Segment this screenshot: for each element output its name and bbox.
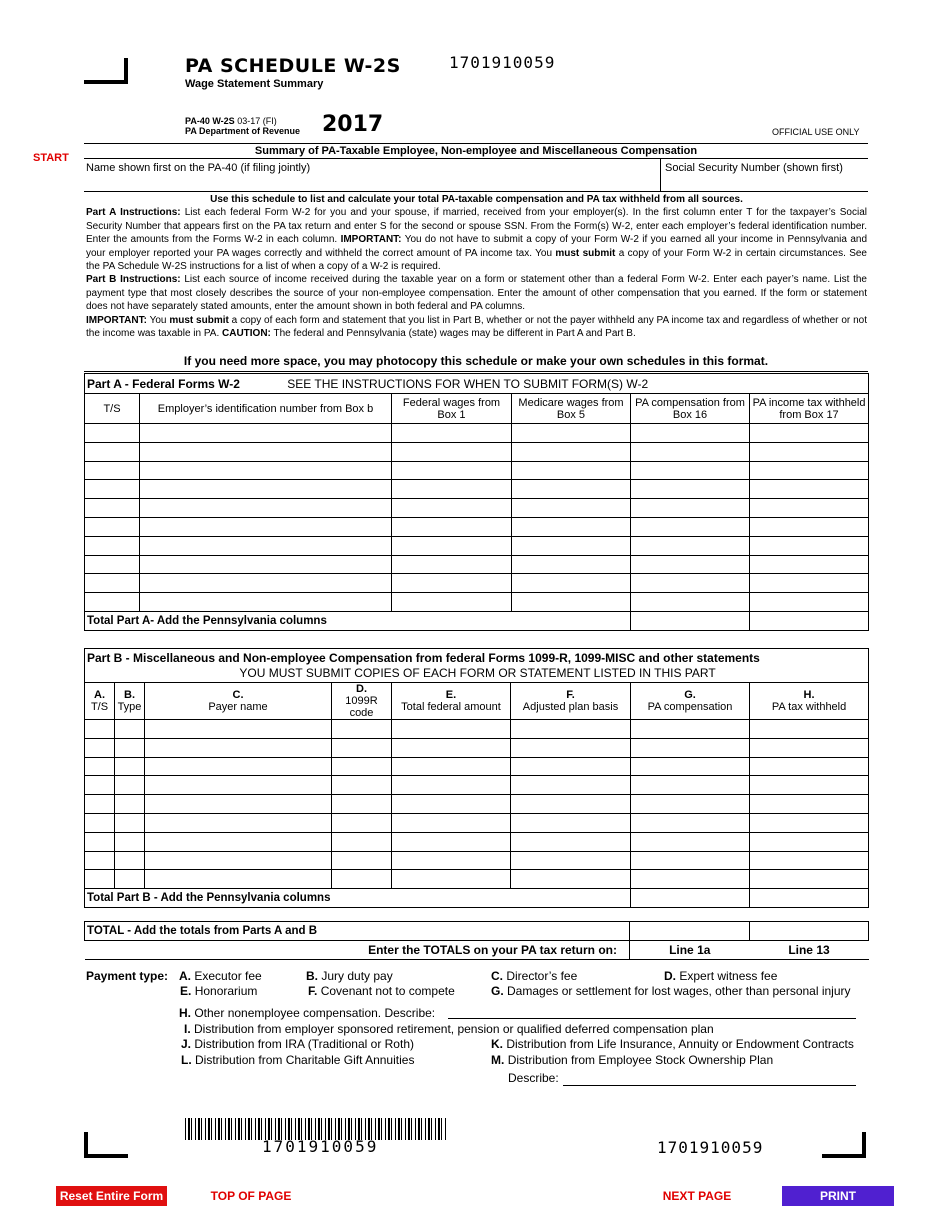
name-field-label: Name shown first on the PA-40 (if filing jointly)	[86, 162, 311, 174]
part-a-cell-employer-id[interactable]	[140, 442, 392, 461]
part-a-total-pa-compensation[interactable]	[631, 611, 750, 630]
part-b-cell-payer-name[interactable]	[145, 738, 332, 757]
part-a-instructions	[86, 206, 867, 273]
form-title: PA SCHEDULE W-2S	[185, 55, 401, 77]
part-b-cell-payer-name[interactable]	[145, 832, 332, 851]
part-a-cell-federal-wages[interactable]	[392, 461, 512, 480]
part-a-cell-federal-wages[interactable]	[392, 536, 512, 555]
part-b-cell-adjusted-plan-basis[interactable]	[511, 813, 631, 832]
more-space-note: If you need more space, you may photocopy this schedule or make your own schedules in this format.	[84, 354, 868, 372]
part-a-cell-employer-id[interactable]	[140, 424, 392, 443]
part-b-col-label: PA compensation	[647, 701, 733, 713]
part-a-cell-pa-compensation[interactable]	[631, 442, 750, 461]
form-subtitle: Wage Statement Summary	[185, 78, 324, 90]
part-a-cell-pa-compensation[interactable]	[631, 574, 750, 593]
part-a-cell-pa-compensation[interactable]	[631, 555, 750, 574]
part-b-col-letter: H.	[803, 689, 815, 701]
part-b-cell-payer-name[interactable]	[145, 795, 332, 814]
part-a-table-row	[85, 461, 869, 480]
grand-total-label: TOTAL - Add the totals from Parts A and B	[85, 922, 630, 941]
part-b-cell-adjusted-plan-basis[interactable]	[511, 851, 631, 870]
ssn-field-label: Social Security Number (shown first)	[665, 162, 843, 174]
part-b-col-letter: A.	[94, 689, 105, 701]
part-a-col-ts: T/S	[85, 394, 140, 424]
part-a-col-federal-wages: Federal wages from Box 1	[392, 394, 512, 424]
part-a-instructions-text1: List each federal Form W-2 for you and your spouse, if married, received from your employer(s). In the first column enter T for the taxpayer’s Social Security Number that appears first on the PA tax return and enter S for the second or spouse SSN. From the Form(s) W-2, enter each employer’s federal identification number. Enter the amounts from the Forms W-2 in each column.	[86, 207, 867, 246]
tax-year: 2017	[322, 112, 384, 137]
part-a-col-pa-compensation: PA compensation from Box 16	[631, 394, 750, 424]
part-a-title-row	[85, 374, 869, 394]
part-b-cell-payer-name[interactable]	[145, 813, 332, 832]
part-a-table-row	[85, 480, 869, 499]
name-field-box[interactable]	[84, 158, 660, 192]
part-a-table-row	[85, 499, 869, 518]
instructions-block	[86, 193, 867, 340]
part-a-header-row	[85, 394, 869, 424]
part-a-instructions-head: Part A Instructions:	[86, 207, 181, 219]
important-text2: a copy of each form and statement that you list in Part B, whether or not the payer withheld any PA income tax and regardless of whether or not the income was taxable in PA.	[86, 314, 867, 340]
part-a-cell-medicare-wages[interactable]	[512, 536, 631, 555]
part-b-cell-payer-name[interactable]	[145, 870, 332, 889]
part-b-cell-pa-compensation[interactable]	[631, 870, 750, 889]
part-a-total-pa-tax-withheld[interactable]	[750, 611, 869, 630]
part-a-cell-ts[interactable]	[85, 442, 140, 461]
part-b-title-row	[85, 649, 869, 683]
part-a-cell-medicare-wages[interactable]	[512, 480, 631, 499]
part-a-cell-pa-tax-withheld[interactable]	[750, 499, 869, 518]
part-a-cell-employer-id[interactable]	[140, 593, 392, 612]
part-b-col-letter: D.	[356, 683, 367, 695]
part-b-cell-pa-tax-withheld[interactable]	[750, 738, 869, 757]
part-b-table-row	[85, 795, 869, 814]
part-a-cell-pa-compensation[interactable]	[631, 499, 750, 518]
part-b-cell-ts[interactable]	[85, 870, 115, 889]
part-a-cell-ts[interactable]	[85, 461, 140, 480]
part-b-cell-1099r-code[interactable]	[332, 870, 392, 889]
part-b-cell-ts[interactable]	[85, 757, 115, 776]
caution-text: The federal and Pennsylvania (state) wages may be different in Part A and Part B.	[273, 328, 636, 340]
part-b-table-row	[85, 870, 869, 889]
part-b-instructions-text: List each source of income received during the taxable year on a form or statement other than a federal Form W-2. Enter each payer’s name. List the payment type that most closely describes the source of your non-employee compensation. Enter the amount of other compensation that you earned. If the form or statement does not have separately stated amounts, enter the amount shown in both federal and PA columns.	[86, 274, 867, 313]
part-b-instructions-head: Part B Instructions:	[86, 274, 181, 286]
part-b-col-label: Total federal amount	[401, 701, 501, 713]
part-b-cell-pa-compensation[interactable]	[631, 795, 750, 814]
part-b-cell-adjusted-plan-basis[interactable]	[511, 795, 631, 814]
part-b-col-letter: E.	[445, 689, 457, 701]
important-head: IMPORTANT:	[86, 314, 147, 326]
part-b-note: YOU MUST SUBMIT COPIES OF EACH FORM OR STATEMENT LISTED IN THIS PART	[239, 665, 716, 680]
part-a-cell-federal-wages[interactable]	[392, 555, 512, 574]
part-b-cell-1099r-code[interactable]	[332, 795, 392, 814]
part-b-cell-pa-tax-withheld[interactable]	[750, 795, 869, 814]
part-b-cell-payer-name[interactable]	[145, 776, 332, 795]
part-b-total-pa-tax-withheld[interactable]	[750, 889, 869, 908]
part-b-cell-pa-tax-withheld[interactable]	[750, 720, 869, 739]
ssn-field-box[interactable]	[660, 158, 868, 192]
part-a-cell-ts[interactable]	[85, 480, 140, 499]
part-b-cell-pa-tax-withheld[interactable]	[750, 851, 869, 870]
part-a-total-label: Total Part A- Add the Pennsylvania columns	[85, 611, 631, 630]
part-a-note: SEE THE INSTRUCTIONS FOR WHEN TO SUBMIT FORM(S) W-2	[287, 376, 649, 391]
part-b-cell-total-federal-amount[interactable]	[392, 870, 511, 889]
part-b-cell-1099r-code[interactable]	[332, 851, 392, 870]
part-b-cell-pa-compensation[interactable]	[631, 738, 750, 757]
part-a-cell-medicare-wages[interactable]	[512, 461, 631, 480]
part-a-cell-ts[interactable]	[85, 593, 140, 612]
part-b-cell-total-federal-amount[interactable]	[392, 757, 511, 776]
part-a-instructions-text2: You do not have to submit a copy of your Form W-2 if you earned all your income in Pennsylvania and your employer reported your PA wages correctly and withheld the correct amount of PA income tax. You	[86, 234, 868, 259]
part-a-table-row	[85, 442, 869, 461]
line-13-label: Line 13	[750, 941, 869, 960]
part-b-cell-pa-tax-withheld[interactable]	[750, 776, 869, 795]
payment-type-l: L. Distribution from Charitable Gift Annuities	[181, 1053, 415, 1067]
part-b-table-row	[85, 813, 869, 832]
payment-type-m: M. Distribution from Employee Stock Ownership Plan	[491, 1053, 774, 1067]
part-b-cell-1099r-code[interactable]	[332, 832, 392, 851]
part-b-cell-ts[interactable]	[85, 813, 115, 832]
part-a-col-employer-id: Employer’s identification number from Box b	[140, 394, 392, 424]
part-b-cell-pa-tax-withheld[interactable]	[750, 832, 869, 851]
part-b-col-1099r-code	[332, 683, 392, 720]
part-b-cell-type[interactable]	[115, 738, 145, 757]
part-a-cell-pa-tax-withheld[interactable]	[750, 424, 869, 443]
part-b-header-row	[85, 683, 869, 720]
part-b-cell-type[interactable]	[115, 813, 145, 832]
part-a-cell-employer-id[interactable]	[140, 517, 392, 536]
part-a-cell-pa-compensation[interactable]	[631, 536, 750, 555]
part-a-cell-pa-tax-withheld[interactable]	[750, 555, 869, 574]
line-1a-label: Line 1a	[630, 941, 750, 960]
part-b-instructions	[86, 273, 867, 313]
form-rev: 03-17 (FI)	[237, 116, 277, 126]
part-b-cell-pa-tax-withheld[interactable]	[750, 813, 869, 832]
part-b-total-row	[85, 889, 869, 908]
part-b-cell-total-federal-amount[interactable]	[392, 720, 511, 739]
part-a-cell-federal-wages[interactable]	[392, 517, 512, 536]
part-a-cell-medicare-wages[interactable]	[512, 517, 631, 536]
part-b-table-row	[85, 851, 869, 870]
part-b-cell-total-federal-amount[interactable]	[392, 795, 511, 814]
part-b-table-row	[85, 720, 869, 739]
part-a-table-row	[85, 517, 869, 536]
official-use-label: OFFICIAL USE ONLY	[772, 127, 860, 137]
part-b-table-row	[85, 757, 869, 776]
part-a-cell-pa-tax-withheld[interactable]	[750, 480, 869, 499]
part-b-col-type	[115, 683, 145, 720]
part-b-cell-type[interactable]	[115, 757, 145, 776]
part-b-title: Part B - Miscellaneous and Non-employee Compensation from federal Forms 1099-R, 1099-MISC and other statements	[87, 650, 760, 665]
part-b-col-total-federal-amount	[392, 683, 511, 720]
part-b-table-row	[85, 776, 869, 795]
part-a-cell-medicare-wages[interactable]	[512, 424, 631, 443]
part-b-cell-pa-compensation[interactable]	[631, 720, 750, 739]
part-b-col-pa-tax-withheld	[750, 683, 869, 720]
department-name: PA Department of Revenue	[185, 126, 301, 136]
part-b-col-pa-compensation	[631, 683, 750, 720]
part-a-table-row	[85, 424, 869, 443]
form-number-top: 1701910059	[449, 53, 556, 72]
part-b-cell-adjusted-plan-basis[interactable]	[511, 832, 631, 851]
part-b-cell-adjusted-plan-basis[interactable]	[511, 776, 631, 795]
form-number-bottom: 1701910059	[657, 1138, 764, 1157]
part-a-cell-employer-id[interactable]	[140, 574, 392, 593]
part-b-cell-type[interactable]	[115, 870, 145, 889]
payment-type-d: D. Expert witness fee	[664, 969, 778, 983]
print-button[interactable]: PRINT	[782, 1186, 894, 1206]
summary-title: Summary of PA-Taxable Employee, Non-employee and Miscellaneous Compensation	[84, 143, 868, 157]
part-b-cell-payer-name[interactable]	[145, 757, 332, 776]
part-b-cell-total-federal-amount[interactable]	[392, 813, 511, 832]
part-a-cell-pa-compensation[interactable]	[631, 424, 750, 443]
part-a-cell-federal-wages[interactable]	[392, 480, 512, 499]
part-a-cell-employer-id[interactable]	[140, 499, 392, 518]
part-a-cell-medicare-wages[interactable]	[512, 574, 631, 593]
part-a-cell-federal-wages[interactable]	[392, 593, 512, 612]
corner-mark-top-left	[84, 58, 128, 84]
caution-head: CAUTION:	[222, 328, 271, 340]
part-b-col-payer-name	[145, 683, 332, 720]
part-a-cell-medicare-wages[interactable]	[512, 499, 631, 518]
payment-type-f: F. Covenant not to compete	[308, 984, 455, 998]
part-a-cell-pa-compensation[interactable]	[631, 517, 750, 536]
part-a-cell-pa-tax-withheld[interactable]	[750, 517, 869, 536]
part-b-cell-1099r-code[interactable]	[332, 757, 392, 776]
part-b-cell-ts[interactable]	[85, 851, 115, 870]
important-must-submit: must submit	[169, 314, 229, 326]
part-b-cell-pa-compensation[interactable]	[631, 851, 750, 870]
part-b-cell-total-federal-amount[interactable]	[392, 776, 511, 795]
part-a-cell-federal-wages[interactable]	[392, 424, 512, 443]
part-b-cell-pa-compensation[interactable]	[631, 776, 750, 795]
part-b-table	[84, 648, 869, 908]
part-b-total-pa-compensation[interactable]	[631, 889, 750, 908]
part-b-cell-payer-name[interactable]	[145, 720, 332, 739]
part-b-table-row	[85, 832, 869, 851]
part-a-must-submit: must submit	[555, 247, 616, 259]
part-b-cell-total-federal-amount[interactable]	[392, 832, 511, 851]
part-b-cell-ts[interactable]	[85, 795, 115, 814]
next-page-link[interactable]: NEXT PAGE	[662, 1189, 732, 1203]
part-b-cell-adjusted-plan-basis[interactable]	[511, 870, 631, 889]
part-b-cell-adjusted-plan-basis[interactable]	[511, 757, 631, 776]
payment-type-b: B. Jury duty pay	[306, 969, 393, 983]
part-b-cell-adjusted-plan-basis[interactable]	[511, 738, 631, 757]
top-of-page-link[interactable]: TOP OF PAGE	[210, 1189, 292, 1203]
part-b-cell-1099r-code[interactable]	[332, 720, 392, 739]
part-b-cell-1099r-code[interactable]	[332, 738, 392, 757]
part-b-cell-payer-name[interactable]	[145, 851, 332, 870]
part-b-cell-ts[interactable]	[85, 832, 115, 851]
part-a-table-row	[85, 593, 869, 612]
part-b-cell-total-federal-amount[interactable]	[392, 738, 511, 757]
part-b-total-label: Total Part B - Add the Pennsylvania columns	[85, 889, 631, 908]
part-b-col-letter: G.	[684, 689, 696, 701]
part-a-cell-medicare-wages[interactable]	[512, 593, 631, 612]
reset-form-button[interactable]: Reset Entire Form	[56, 1186, 167, 1206]
part-b-cell-ts[interactable]	[85, 720, 115, 739]
part-a-important: IMPORTANT:	[340, 234, 402, 246]
part-b-cell-pa-tax-withheld[interactable]	[750, 757, 869, 776]
part-b-col-letter: F.	[566, 689, 575, 701]
part-b-col-label: Payer name	[208, 701, 268, 713]
part-b-cell-pa-compensation[interactable]	[631, 832, 750, 851]
part-a-cell-ts[interactable]	[85, 517, 140, 536]
payment-type-g: G. Damages or settlement for lost wages, other than personal injury	[491, 984, 851, 998]
part-a-cell-pa-tax-withheld[interactable]	[750, 442, 869, 461]
part-a-cell-ts[interactable]	[85, 536, 140, 555]
payment-type-j: J. Distribution from IRA (Traditional or Roth)	[181, 1037, 414, 1051]
part-b-cell-1099r-code[interactable]	[332, 776, 392, 795]
part-a-cell-employer-id[interactable]	[140, 461, 392, 480]
corner-mark-bottom-left	[84, 1132, 128, 1158]
part-b-col-letter: C.	[232, 689, 244, 701]
part-a-cell-ts[interactable]	[85, 499, 140, 518]
part-a-cell-employer-id[interactable]	[140, 480, 392, 499]
part-a-cell-pa-tax-withheld[interactable]	[750, 461, 869, 480]
part-a-cell-pa-compensation[interactable]	[631, 593, 750, 612]
part-a-table	[84, 373, 869, 631]
part-b-col-label: Adjusted plan basis	[522, 701, 619, 713]
part-a-cell-pa-tax-withheld[interactable]	[750, 593, 869, 612]
part-b-cell-adjusted-plan-basis[interactable]	[511, 720, 631, 739]
part-a-cell-employer-id[interactable]	[140, 536, 392, 555]
part-a-cell-pa-tax-withheld[interactable]	[750, 574, 869, 593]
part-a-cell-federal-wages[interactable]	[392, 574, 512, 593]
part-b-col-label: PA tax withheld	[771, 701, 847, 713]
part-a-col-medicare-wages: Medicare wages from Box 5	[512, 394, 631, 424]
part-a-total-row	[85, 611, 869, 630]
part-b-cell-type[interactable]	[115, 832, 145, 851]
part-a-cell-pa-compensation[interactable]	[631, 480, 750, 499]
part-b-col-label: 1099R code	[345, 695, 378, 719]
part-b-cell-type[interactable]	[115, 776, 145, 795]
form-code: PA-40 W-2S	[185, 116, 235, 126]
part-b-cell-type[interactable]	[115, 720, 145, 739]
part-a-cell-federal-wages[interactable]	[392, 499, 512, 518]
part-b-cell-type[interactable]	[115, 795, 145, 814]
part-a-title: Part A - Federal Forms W-2	[87, 376, 240, 391]
part-a-cell-ts[interactable]	[85, 555, 140, 574]
grand-total-line-1a[interactable]	[630, 922, 750, 941]
payment-type-e: E. Honorarium	[180, 984, 258, 998]
part-a-cell-ts[interactable]	[85, 574, 140, 593]
part-b-title-cell	[85, 649, 869, 683]
part-b-col-label: T/S	[90, 701, 109, 713]
grand-total-line-13[interactable]	[750, 922, 869, 941]
part-b-col-label: Type	[117, 701, 142, 713]
part-a-cell-federal-wages[interactable]	[392, 442, 512, 461]
barcode-number: 1701910059	[262, 1137, 379, 1156]
part-a-table-row	[85, 574, 869, 593]
grand-total-table	[84, 921, 869, 960]
part-b-cell-total-federal-amount[interactable]	[392, 851, 511, 870]
part-b-cell-pa-compensation[interactable]	[631, 813, 750, 832]
part-a-table-row	[85, 555, 869, 574]
part-a-table-row	[85, 536, 869, 555]
form-code-block	[185, 116, 300, 136]
payment-type-label: Payment type:	[86, 969, 169, 983]
part-a-cell-pa-tax-withheld[interactable]	[750, 536, 869, 555]
instructions-lead: Use this schedule to list and calculate your total PA-taxable compensation and PA tax withheld from all sources.	[210, 194, 743, 205]
part-a-cell-employer-id[interactable]	[140, 555, 392, 574]
part-b-cell-pa-tax-withheld[interactable]	[750, 870, 869, 889]
part-a-cell-ts[interactable]	[85, 424, 140, 443]
start-label[interactable]: START	[33, 152, 69, 164]
part-b-col-letter: B.	[124, 689, 135, 701]
payment-type-m-describe-input[interactable]	[563, 1085, 856, 1086]
part-b-cell-ts[interactable]	[85, 776, 115, 795]
corner-mark-bottom-right	[822, 1132, 866, 1158]
part-a-instructions-text3: a copy of your Form W-2 in certain circumstances. See the PA Schedule W-2S instructions for a list of when a copy of a W-2 is required.	[86, 247, 867, 273]
part-b-cell-ts[interactable]	[85, 738, 115, 757]
payment-type-a: A. Executor fee	[179, 969, 262, 983]
payment-type-k: K. Distribution from Life Insurance, Annuity or Endowment Contracts	[491, 1037, 854, 1051]
payment-type-h: H. Other nonemployee compensation. Describe:	[179, 1006, 436, 1020]
part-b-cell-pa-compensation[interactable]	[631, 757, 750, 776]
part-a-col-pa-tax-withheld: PA income tax withheld from Box 17	[750, 394, 869, 424]
part-b-cell-1099r-code[interactable]	[332, 813, 392, 832]
part-b-table-row	[85, 738, 869, 757]
payment-type-i: I. Distribution from employer sponsored retirement, pension or qualified deferred compensation plan	[184, 1022, 714, 1036]
part-b-col-ts	[85, 683, 115, 720]
part-a-cell-medicare-wages[interactable]	[512, 555, 631, 574]
payment-type-m-describe-label: Describe:	[508, 1071, 559, 1085]
important-text1: You	[149, 314, 167, 326]
part-a-cell-medicare-wages[interactable]	[512, 442, 631, 461]
part-a-cell-pa-compensation[interactable]	[631, 461, 750, 480]
important-note	[86, 314, 867, 341]
payment-type-h-describe-input[interactable]	[448, 1018, 856, 1019]
payment-type-c: C. Director’s fee	[491, 969, 578, 983]
part-b-cell-type[interactable]	[115, 851, 145, 870]
enter-totals-label: Enter the TOTALS on your PA tax return on:	[85, 941, 630, 960]
part-b-col-adjusted-plan-basis	[511, 683, 631, 720]
